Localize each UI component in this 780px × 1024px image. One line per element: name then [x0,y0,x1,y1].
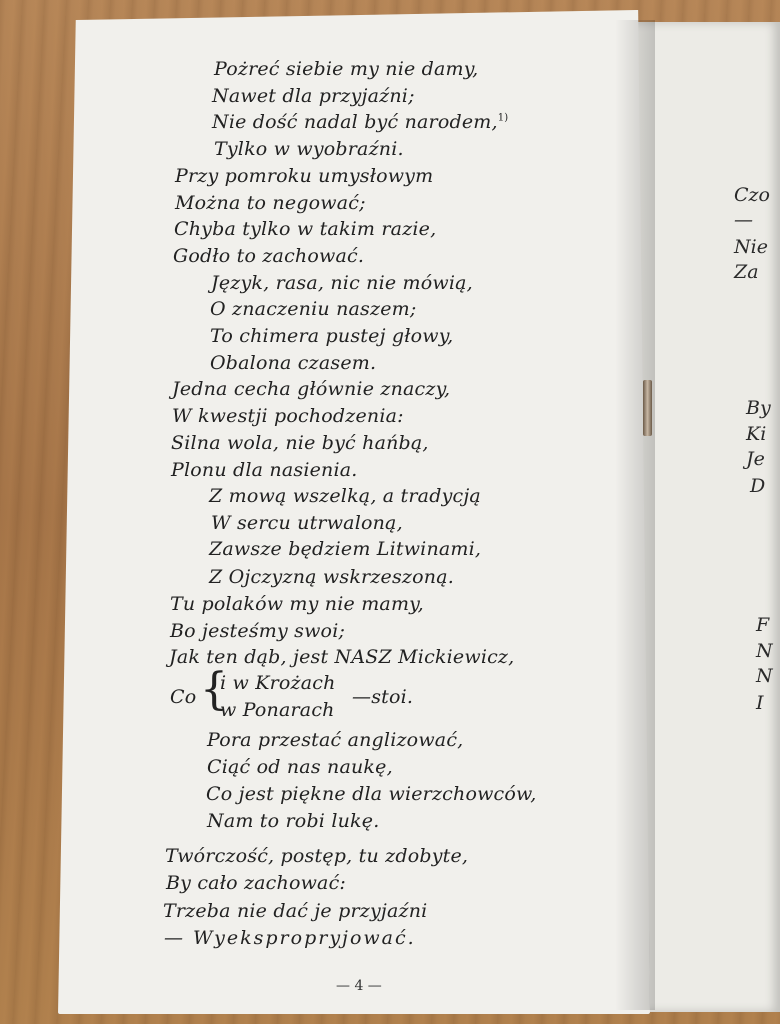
poem-line: Zawsze będziem Litwinami, [209,538,482,560]
right-page-fragment: Nie [734,236,768,258]
poem-line: Jedna cecha głównie znaczy, [172,378,451,400]
right-page-fragment: Ki [746,423,767,445]
poem-co: Co [170,686,197,708]
poem-line: Obalona czasem. [210,352,377,374]
right-page-fragment: D [750,475,766,497]
poem-line: By cało zachować: [166,872,347,894]
poem-line: —stoi. [352,686,414,708]
right-page-fragment: Za [734,261,759,283]
poem-line: Nam to robi lukę. [207,810,380,832]
poem-line: — Wyekspropryjować. [164,927,416,949]
poem-line: Silna wola, nie być hańbą, [171,432,429,454]
poem-line: Pora przestać anglizować, [207,729,464,751]
poem-line: Jak ten dąb, jest NASZ Mickiewicz, [169,646,515,668]
poem-line: i w Krożach [220,672,336,694]
poem-line: Przy pomroku umysłowym [175,165,434,187]
page-number: — 4 — [336,978,382,994]
poem-line: w Ponarach [220,699,335,721]
staple [643,380,652,436]
poem-line: Trzeba nie dać je przyjaźni [163,900,428,922]
poem-line: Bo jesteśmy swoi; [170,620,346,642]
poem-line: Pożreć siebie my nie damy, [214,58,479,80]
brace: { [200,664,228,715]
poem-line: Język, rasa, nic nie mówią, [211,272,473,294]
poem-line: W kwestji pochodzenia: [172,405,404,427]
poem-line: Twórczość, postęp, tu zdobyte, [165,845,469,867]
footnote-marker: 1) [497,112,509,124]
poem-line: Godło to zachować. [173,245,365,267]
right-page-fragment: F [756,614,770,636]
poem-line: Co jest piękne dla wierzchowców, [206,783,537,805]
poem-line: Ciąć od nas naukę, [207,756,393,778]
poem-line: Plonu dla nasienia. [171,459,358,481]
right-page-fragment: Czo [734,184,770,206]
page-gutter [615,20,655,1010]
right-page-fragment: N [756,665,773,687]
right-page-fragment: — [734,209,753,231]
right-page-fragment: Je [746,448,765,470]
right-page-fragment: By [746,397,771,419]
poem-line: Tu polaków my nie mamy, [170,593,424,615]
poem-line: O znaczeniu naszem; [210,298,417,320]
right-page-fragment: I [756,692,764,714]
right-page-fragment: N [756,640,773,662]
poem-line [212,111,508,133]
poem-line: Można to negować; [175,192,366,214]
poem-line: Nawet dla przyjaźni; [212,85,415,107]
poem-line: Z Ojczyzną wskrzeszoną. [209,566,454,588]
poem-line: Chyba tylko w takim razie, [174,218,437,240]
poem-line: Z mową wszelką, a tradycją [209,485,481,507]
poem-line: W sercu utrwaloną, [211,512,403,534]
poem-line-text: Nie dość nadal być narodem, [212,111,498,133]
poem-line: To chimera pustej głowy, [210,325,454,347]
poem-line: Tylko w wyobraźni. [214,138,404,160]
